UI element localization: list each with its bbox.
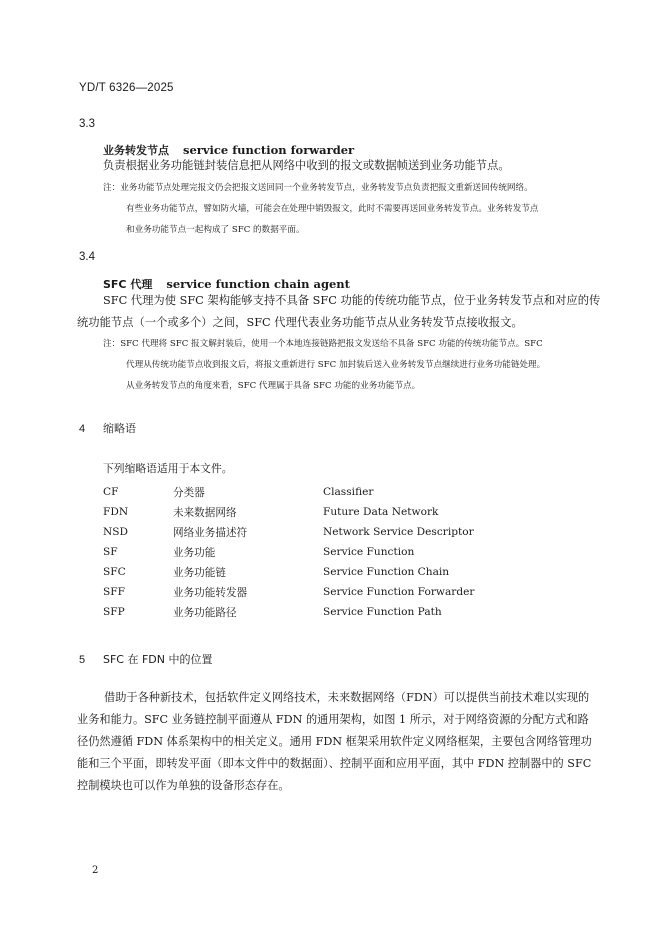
clause-3-4-note-label: 注： — [103, 339, 121, 349]
section-4-title: 缩略语 — [103, 422, 136, 435]
document-id-header: YD/T 6326—2025 — [79, 82, 174, 94]
section-5-line-2: 业务和能力。SFC 业务链控制平面遵从 FDN 的通用架构，如图 1 所示，对于网络资源的分配方式和路 — [77, 713, 589, 726]
section-5-title: SFC 在 FDN 中的位置 — [103, 653, 213, 666]
en-cell: Future Data Network — [323, 506, 439, 518]
table-row — [103, 542, 474, 562]
abbr-cell: CF — [103, 486, 119, 498]
clause-3-3-note-line-3: 和业务功能节点一起构成了 SFC 的数据平面。 — [126, 225, 305, 235]
abbr-cell: SFP — [103, 606, 125, 618]
clause-3-3-term-zh: 业务转发节点 — [103, 144, 169, 157]
section-5-line-1: 借助于各种新技术，包括软件定义网络技术，未来数据网络（FDN）可以提供当前技术难以实现的 — [104, 691, 590, 704]
en-cell: Service Function Forwarder — [323, 586, 475, 598]
clause-3-4-number: 3.4 — [79, 251, 95, 263]
clause-3-4-term-en: service function chain agent — [166, 277, 350, 291]
en-cell: Network Service Descriptor — [323, 526, 474, 538]
clause-3-4-definition-line-1: SFC 代理为使 SFC 架构能够支持不具备 SFC 功能的传统功能节点，位于业务转发节点和对应的传 — [103, 294, 601, 307]
clause-3-3-note-line-1 — [103, 178, 608, 199]
clause-3-3-note-text-1: 业务功能节点处理完报文仍会把报文送回同一个业务转发节点，业务转发节点负责把报文重新送回传统网络。 — [120, 183, 533, 193]
table-row — [103, 602, 474, 622]
section-5-line-5: 控制模块也可以作为单独的设备形态存在。 — [77, 779, 290, 792]
clause-3-4-definition-line-2: 统功能节点（一个或多个）之间，SFC 代理代表业务功能节点从业务转发节点接收报文。 — [77, 316, 523, 329]
clause-3-4-note-line-1 — [103, 334, 608, 355]
section-5-heading — [79, 651, 213, 667]
clause-3-3-note-line-2: 有些业务功能节点，譬如防火墙，可能会在处理中销毁报文，此时不需要再送回业务转发节点。业务转发节点 — [126, 204, 539, 214]
clause-3-4-note-line-2: 代理从传统功能节点收到报文后，将报文重新进行 SFC 加封装后送入业务转发节点继续进行业务功能链处理。 — [126, 360, 546, 370]
section-5-line-4: 能和三个平面，即转发平面（即本文件中的数据面）、控制平面和应用平面，其中 FDN 控制器中的 SFC — [77, 757, 592, 770]
zh-cell: 分类器 — [173, 486, 205, 499]
abbr-cell: NSD — [103, 526, 129, 538]
zh-cell: 未来数据网络 — [173, 506, 237, 519]
clause-3-3-note-label: 注： — [103, 183, 121, 193]
clause-3-3-term-en: service function forwarder — [183, 143, 355, 157]
clause-3-3-definition: 负责根据业务功能链封装信息把从网络中收到的报文或数据帧送到业务功能节点。 — [103, 159, 510, 172]
en-cell: Classifier — [323, 486, 374, 498]
en-cell: Service Function Chain — [323, 566, 450, 578]
clause-3-4-note-text-1: SFC 代理将 SFC 报文解封装后，使用一个本地连接链路把报文发送给不具备 SFC 功能的传统功能节点。SFC — [120, 339, 543, 349]
clause-3-4-note-line-3: 从业务转发节点的角度来看，SFC 代理属于具备 SFC 功能的业务功能节点。 — [126, 381, 421, 391]
section-4-heading — [79, 420, 136, 436]
abbr-cell: SFF — [103, 586, 125, 598]
section-5-paragraph — [77, 687, 608, 797]
clause-3-4-note — [103, 334, 608, 397]
zh-cell: 业务功能链 — [173, 566, 226, 579]
section-4-intro: 下列缩略语适用于本文件。 — [103, 462, 233, 475]
clause-3-3-note — [103, 178, 608, 241]
table-row — [103, 502, 474, 522]
abbreviations-table — [103, 482, 474, 622]
clause-3-3-number: 3.3 — [79, 118, 95, 130]
abbr-cell: SFC — [103, 566, 126, 578]
table-row — [103, 582, 474, 602]
clause-3-4-definition — [77, 290, 623, 334]
section-4-number: 4 — [79, 423, 86, 435]
zh-cell: 网络业务描述符 — [173, 526, 248, 539]
zh-cell: 业务功能路径 — [173, 606, 237, 619]
zh-cell: 业务功能转发器 — [173, 586, 248, 599]
abbr-cell: FDN — [103, 506, 129, 518]
table-row — [103, 482, 474, 502]
clause-3-4-term-zh: SFC 代理 — [103, 278, 153, 291]
en-cell: Service Function — [323, 546, 415, 558]
section-5-line-3: 径仍然遵循 FDN 体系架构中的相关定义。通用 FDN 框架采用软件定义网络框架，主要包含网络管理功 — [77, 735, 592, 748]
abbr-cell: SF — [103, 546, 118, 558]
table-row — [103, 522, 474, 542]
page-number: 2 — [92, 865, 99, 876]
table-row — [103, 562, 474, 582]
section-5-number: 5 — [79, 654, 86, 666]
zh-cell: 业务功能 — [173, 546, 216, 559]
en-cell: Service Function Path — [323, 606, 442, 618]
